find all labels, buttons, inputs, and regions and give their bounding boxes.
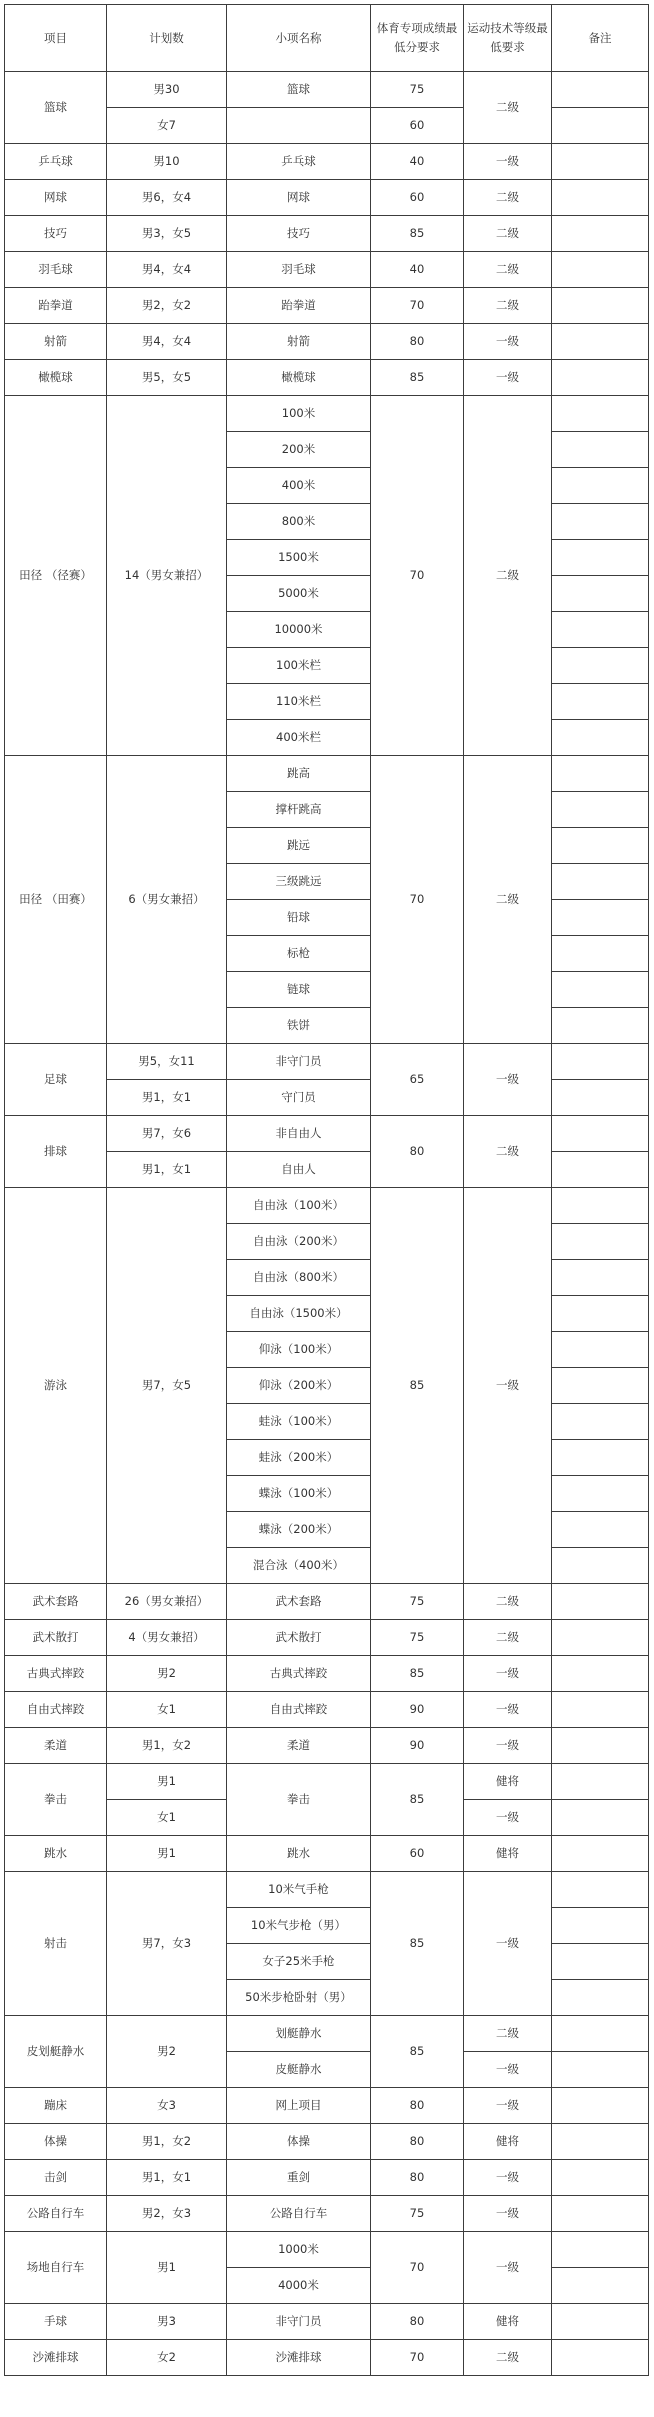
- remarks-cell: [552, 2232, 649, 2268]
- sub-item-cell: 拳击: [227, 1764, 371, 1836]
- remarks-cell: [552, 1080, 649, 1116]
- table-row: [5, 1116, 649, 1152]
- remarks-cell: [552, 756, 649, 792]
- table-row: [5, 1692, 649, 1728]
- project-name-cell: 网球: [5, 180, 107, 216]
- plan-count-cell: 男2: [107, 2016, 227, 2088]
- min-level-cell: 一级: [464, 1188, 552, 1584]
- remarks-cell: [552, 72, 649, 108]
- sub-item-cell: 体操: [227, 2124, 371, 2160]
- table-row: [5, 2340, 649, 2376]
- remarks-cell: [552, 108, 649, 144]
- remarks-cell: [552, 792, 649, 828]
- sub-item-cell: 自由泳（1500米）: [227, 1296, 371, 1332]
- table-container: [4, 4, 649, 2376]
- min-level-cell: 一级: [464, 144, 552, 180]
- remarks-cell: [552, 2160, 649, 2196]
- min-score-cell: 75: [371, 72, 464, 108]
- table-row: [5, 144, 649, 180]
- min-score-cell: 80: [371, 2304, 464, 2340]
- remarks-cell: [552, 2088, 649, 2124]
- plan-count-cell: 6（男女兼招）: [107, 756, 227, 1044]
- remarks-cell: [552, 1548, 649, 1584]
- sub-item-cell: 跳远: [227, 828, 371, 864]
- min-level-cell: 一级: [464, 1656, 552, 1692]
- sub-item-cell: 铁饼: [227, 1008, 371, 1044]
- min-level-cell: 一级: [464, 2232, 552, 2304]
- remarks-cell: [552, 648, 649, 684]
- remarks-cell: [552, 288, 649, 324]
- min-score-cell: 70: [371, 396, 464, 756]
- remarks-cell: [552, 1224, 649, 1260]
- table-row: [5, 216, 649, 252]
- remarks-cell: [552, 1692, 649, 1728]
- min-score-cell: 75: [371, 2196, 464, 2232]
- table-row: [5, 2232, 649, 2268]
- sub-item-cell: 100米栏: [227, 648, 371, 684]
- sub-item-cell: 蛙泳（200米）: [227, 1440, 371, 1476]
- sub-item-cell: 皮艇静水: [227, 2052, 371, 2088]
- min-level-cell: 一级: [464, 1872, 552, 2016]
- min-score-cell: 80: [371, 2088, 464, 2124]
- plan-count-cell: 男1，女2: [107, 2124, 227, 2160]
- sub-item-cell: 自由泳（800米）: [227, 1260, 371, 1296]
- min-level-cell: 二级: [464, 2340, 552, 2376]
- sub-item-cell: [227, 108, 371, 144]
- project-name-cell: 跆拳道: [5, 288, 107, 324]
- sub-item-cell: 5000米: [227, 576, 371, 612]
- sub-item-cell: 网球: [227, 180, 371, 216]
- recruitment-table: [4, 4, 649, 2376]
- sub-item-cell: 古典式摔跤: [227, 1656, 371, 1692]
- plan-count-cell: 男4，女4: [107, 324, 227, 360]
- plan-count-cell: 男2，女2: [107, 288, 227, 324]
- project-name-cell: 羽毛球: [5, 252, 107, 288]
- sub-item-cell: 仰泳（200米）: [227, 1368, 371, 1404]
- remarks-cell: [552, 1044, 649, 1080]
- table-row: [5, 1620, 649, 1656]
- min-level-cell: 一级: [464, 324, 552, 360]
- sub-item-cell: 撑杆跳高: [227, 792, 371, 828]
- remarks-cell: [552, 720, 649, 756]
- sub-item-cell: 100米: [227, 396, 371, 432]
- project-name-cell: 技巧: [5, 216, 107, 252]
- sub-item-cell: 10米气步枪（男）: [227, 1908, 371, 1944]
- remarks-cell: [552, 1116, 649, 1152]
- table-row: [5, 2124, 649, 2160]
- min-score-cell: 70: [371, 756, 464, 1044]
- sub-item-cell: 400米: [227, 468, 371, 504]
- plan-count-cell: 男1，女1: [107, 2160, 227, 2196]
- min-level-cell: 健将: [464, 1764, 552, 1800]
- sub-item-cell: 跳水: [227, 1836, 371, 1872]
- remarks-cell: [552, 1908, 649, 1944]
- header-min-level: 运动技术等级最低要求: [464, 5, 552, 72]
- sub-item-cell: 武术套路: [227, 1584, 371, 1620]
- min-level-cell: 二级: [464, 756, 552, 1044]
- table-row: [5, 396, 649, 432]
- sub-item-cell: 非守门员: [227, 1044, 371, 1080]
- header-plan-count: 计划数: [107, 5, 227, 72]
- project-name-cell: 场地自行车: [5, 2232, 107, 2304]
- remarks-cell: [552, 2124, 649, 2160]
- remarks-cell: [552, 144, 649, 180]
- sub-item-cell: 50米步枪卧射（男）: [227, 1980, 371, 2016]
- min-score-cell: 85: [371, 360, 464, 396]
- remarks-cell: [552, 1512, 649, 1548]
- sub-item-cell: 划艇静水: [227, 2016, 371, 2052]
- project-name-cell: 公路自行车: [5, 2196, 107, 2232]
- remarks-cell: [552, 2052, 649, 2088]
- sub-item-cell: 乒乓球: [227, 144, 371, 180]
- project-name-cell: 沙滩排球: [5, 2340, 107, 2376]
- sub-item-cell: 蛙泳（100米）: [227, 1404, 371, 1440]
- sub-item-cell: 自由人: [227, 1152, 371, 1188]
- min-score-cell: 85: [371, 1656, 464, 1692]
- min-score-cell: 75: [371, 1584, 464, 1620]
- sub-item-cell: 蝶泳（100米）: [227, 1476, 371, 1512]
- min-level-cell: 健将: [464, 1836, 552, 1872]
- remarks-cell: [552, 1944, 649, 1980]
- min-score-cell: 70: [371, 288, 464, 324]
- remarks-cell: [552, 2340, 649, 2376]
- sub-item-cell: 守门员: [227, 1080, 371, 1116]
- plan-count-cell: 男4，女4: [107, 252, 227, 288]
- sub-item-cell: 标枪: [227, 936, 371, 972]
- project-name-cell: 射击: [5, 1872, 107, 2016]
- remarks-cell: [552, 1800, 649, 1836]
- sub-item-cell: 200米: [227, 432, 371, 468]
- remarks-cell: [552, 2016, 649, 2052]
- remarks-cell: [552, 1152, 649, 1188]
- min-level-cell: 二级: [464, 396, 552, 756]
- plan-count-cell: 男5，女5: [107, 360, 227, 396]
- sub-item-cell: 10米气手枪: [227, 1872, 371, 1908]
- min-score-cell: 70: [371, 2232, 464, 2304]
- remarks-cell: [552, 1764, 649, 1800]
- remarks-cell: [552, 1008, 649, 1044]
- min-level-cell: 二级: [464, 216, 552, 252]
- sub-item-cell: 柔道: [227, 1728, 371, 1764]
- remarks-cell: [552, 1476, 649, 1512]
- min-score-cell: 85: [371, 2016, 464, 2088]
- project-name-cell: 柔道: [5, 1728, 107, 1764]
- sub-item-cell: 仰泳（100米）: [227, 1332, 371, 1368]
- remarks-cell: [552, 936, 649, 972]
- plan-count-cell: 4（男女兼招）: [107, 1620, 227, 1656]
- project-name-cell: 橄榄球: [5, 360, 107, 396]
- sub-item-cell: 沙滩排球: [227, 2340, 371, 2376]
- project-name-cell: 皮划艇静水: [5, 2016, 107, 2088]
- table-row: [5, 360, 649, 396]
- min-level-cell: 二级: [464, 1116, 552, 1188]
- plan-count-cell: 14（男女兼招）: [107, 396, 227, 756]
- min-score-cell: 85: [371, 216, 464, 252]
- table-row: [5, 1872, 649, 1908]
- plan-count-cell: 男30: [107, 72, 227, 108]
- remarks-cell: [552, 864, 649, 900]
- remarks-cell: [552, 2196, 649, 2232]
- remarks-cell: [552, 972, 649, 1008]
- sub-item-cell: 技巧: [227, 216, 371, 252]
- plan-count-cell: 男1: [107, 1764, 227, 1800]
- min-level-cell: 一级: [464, 360, 552, 396]
- min-level-cell: 一级: [464, 1800, 552, 1836]
- remarks-cell: [552, 612, 649, 648]
- project-name-cell: 田径 （径赛）: [5, 396, 107, 756]
- plan-count-cell: 男1: [107, 1836, 227, 1872]
- plan-count-cell: 女1: [107, 1692, 227, 1728]
- min-score-cell: 85: [371, 1764, 464, 1836]
- min-level-cell: 一级: [464, 1692, 552, 1728]
- sub-item-cell: 武术散打: [227, 1620, 371, 1656]
- header-sub-item: 小项名称: [227, 5, 371, 72]
- project-name-cell: 自由式摔跤: [5, 1692, 107, 1728]
- remarks-cell: [552, 180, 649, 216]
- table-row: [5, 1764, 649, 1800]
- plan-count-cell: 男1，女1: [107, 1080, 227, 1116]
- table-row: [5, 1044, 649, 1080]
- table-row: [5, 1728, 649, 1764]
- table-row: [5, 2088, 649, 2124]
- table-row: [5, 288, 649, 324]
- table-row: [5, 1584, 649, 1620]
- min-level-cell: 二级: [464, 72, 552, 144]
- plan-count-cell: 男5，女11: [107, 1044, 227, 1080]
- min-score-cell: 60: [371, 108, 464, 144]
- sub-item-cell: 重剑: [227, 2160, 371, 2196]
- project-name-cell: 田径 （田赛）: [5, 756, 107, 1044]
- table-row: [5, 756, 649, 792]
- min-score-cell: 90: [371, 1728, 464, 1764]
- remarks-cell: [552, 432, 649, 468]
- project-name-cell: 拳击: [5, 1764, 107, 1836]
- remarks-cell: [552, 396, 649, 432]
- table-row: [5, 72, 649, 108]
- remarks-cell: [552, 324, 649, 360]
- plan-count-cell: 女7: [107, 108, 227, 144]
- remarks-cell: [552, 1404, 649, 1440]
- sub-item-cell: 橄榄球: [227, 360, 371, 396]
- plan-count-cell: 女2: [107, 2340, 227, 2376]
- sub-item-cell: 羽毛球: [227, 252, 371, 288]
- sub-item-cell: 跆拳道: [227, 288, 371, 324]
- remarks-cell: [552, 540, 649, 576]
- sub-item-cell: 蝶泳（200米）: [227, 1512, 371, 1548]
- table-row: [5, 2160, 649, 2196]
- plan-count-cell: 男7，女6: [107, 1116, 227, 1152]
- table-row: [5, 2304, 649, 2340]
- remarks-cell: [552, 1656, 649, 1692]
- remarks-cell: [552, 2304, 649, 2340]
- sub-item-cell: 链球: [227, 972, 371, 1008]
- min-level-cell: 健将: [464, 2304, 552, 2340]
- remarks-cell: [552, 1332, 649, 1368]
- plan-count-cell: 男3，女5: [107, 216, 227, 252]
- sub-item-cell: 三级跳远: [227, 864, 371, 900]
- sub-item-cell: 1000米: [227, 2232, 371, 2268]
- sub-item-cell: 4000米: [227, 2268, 371, 2304]
- sub-item-cell: 10000米: [227, 612, 371, 648]
- project-name-cell: 手球: [5, 2304, 107, 2340]
- sub-item-cell: 自由式摔跤: [227, 1692, 371, 1728]
- plan-count-cell: 男3: [107, 2304, 227, 2340]
- min-level-cell: 一级: [464, 1728, 552, 1764]
- min-score-cell: 40: [371, 144, 464, 180]
- sub-item-cell: 射箭: [227, 324, 371, 360]
- project-name-cell: 乒乓球: [5, 144, 107, 180]
- table-row: [5, 1656, 649, 1692]
- table-row: [5, 324, 649, 360]
- min-score-cell: 75: [371, 1620, 464, 1656]
- project-name-cell: 击剑: [5, 2160, 107, 2196]
- project-name-cell: 游泳: [5, 1188, 107, 1584]
- sub-item-cell: 800米: [227, 504, 371, 540]
- plan-count-cell: 男1: [107, 2232, 227, 2304]
- header-row: [5, 5, 649, 72]
- sub-item-cell: 非自由人: [227, 1116, 371, 1152]
- plan-count-cell: 女1: [107, 1800, 227, 1836]
- table-row: [5, 180, 649, 216]
- remarks-cell: [552, 1188, 649, 1224]
- plan-count-cell: 男2: [107, 1656, 227, 1692]
- min-level-cell: 一级: [464, 2196, 552, 2232]
- remarks-cell: [552, 1620, 649, 1656]
- remarks-cell: [552, 2268, 649, 2304]
- table-row: [5, 1188, 649, 1224]
- remarks-cell: [552, 1836, 649, 1872]
- plan-count-cell: 男2，女3: [107, 2196, 227, 2232]
- project-name-cell: 排球: [5, 1116, 107, 1188]
- remarks-cell: [552, 1728, 649, 1764]
- plan-count-cell: 男7，女5: [107, 1188, 227, 1584]
- project-name-cell: 跳水: [5, 1836, 107, 1872]
- table-row: [5, 1836, 649, 1872]
- plan-count-cell: 男7，女3: [107, 1872, 227, 2016]
- sub-item-cell: 1500米: [227, 540, 371, 576]
- plan-count-cell: 男10: [107, 144, 227, 180]
- min-score-cell: 85: [371, 1872, 464, 2016]
- min-score-cell: 80: [371, 2160, 464, 2196]
- plan-count-cell: 男1，女1: [107, 1152, 227, 1188]
- remarks-cell: [552, 1440, 649, 1476]
- min-level-cell: 二级: [464, 252, 552, 288]
- project-name-cell: 篮球: [5, 72, 107, 144]
- min-level-cell: 二级: [464, 180, 552, 216]
- sub-item-cell: 400米栏: [227, 720, 371, 756]
- plan-count-cell: 女3: [107, 2088, 227, 2124]
- remarks-cell: [552, 1584, 649, 1620]
- sub-item-cell: 篮球: [227, 72, 371, 108]
- min-score-cell: 80: [371, 1116, 464, 1188]
- min-level-cell: 一级: [464, 1044, 552, 1116]
- sub-item-cell: 110米栏: [227, 684, 371, 720]
- remarks-cell: [552, 1368, 649, 1404]
- header-project: 项目: [5, 5, 107, 72]
- remarks-cell: [552, 1260, 649, 1296]
- table-row: [5, 252, 649, 288]
- plan-count-cell: 男6，女4: [107, 180, 227, 216]
- sub-item-cell: 自由泳（100米）: [227, 1188, 371, 1224]
- remarks-cell: [552, 360, 649, 396]
- min-score-cell: 85: [371, 1188, 464, 1584]
- min-level-cell: 二级: [464, 1620, 552, 1656]
- sub-item-cell: 女子25米手枪: [227, 1944, 371, 1980]
- min-score-cell: 80: [371, 2124, 464, 2160]
- min-score-cell: 90: [371, 1692, 464, 1728]
- project-name-cell: 武术套路: [5, 1584, 107, 1620]
- min-score-cell: 80: [371, 324, 464, 360]
- sub-item-cell: 非守门员: [227, 2304, 371, 2340]
- project-name-cell: 体操: [5, 2124, 107, 2160]
- min-level-cell: 一级: [464, 2052, 552, 2088]
- remarks-cell: [552, 1872, 649, 1908]
- remarks-cell: [552, 576, 649, 612]
- remarks-cell: [552, 900, 649, 936]
- sub-item-cell: 网上项目: [227, 2088, 371, 2124]
- min-score-cell: 40: [371, 252, 464, 288]
- plan-count-cell: 男1，女2: [107, 1728, 227, 1764]
- min-level-cell: 二级: [464, 2016, 552, 2052]
- sub-item-cell: 铅球: [227, 900, 371, 936]
- sub-item-cell: 自由泳（200米）: [227, 1224, 371, 1260]
- plan-count-cell: 26（男女兼招）: [107, 1584, 227, 1620]
- min-score-cell: 60: [371, 1836, 464, 1872]
- min-level-cell: 二级: [464, 288, 552, 324]
- header-remarks: 备注: [552, 5, 649, 72]
- sub-item-cell: 跳高: [227, 756, 371, 792]
- table-row: [5, 2196, 649, 2232]
- min-level-cell: 一级: [464, 2160, 552, 2196]
- project-name-cell: 射箭: [5, 324, 107, 360]
- project-name-cell: 足球: [5, 1044, 107, 1116]
- remarks-cell: [552, 252, 649, 288]
- sub-item-cell: 公路自行车: [227, 2196, 371, 2232]
- remarks-cell: [552, 504, 649, 540]
- sub-item-cell: 混合泳（400米）: [227, 1548, 371, 1584]
- min-score-cell: 70: [371, 2340, 464, 2376]
- remarks-cell: [552, 1296, 649, 1332]
- min-level-cell: 一级: [464, 2088, 552, 2124]
- remarks-cell: [552, 684, 649, 720]
- table-row: [5, 2016, 649, 2052]
- project-name-cell: 武术散打: [5, 1620, 107, 1656]
- min-score-cell: 65: [371, 1044, 464, 1116]
- header-min-score: 体育专项成绩最低分要求: [371, 5, 464, 72]
- min-score-cell: 60: [371, 180, 464, 216]
- min-level-cell: 健将: [464, 2124, 552, 2160]
- remarks-cell: [552, 1980, 649, 2016]
- remarks-cell: [552, 828, 649, 864]
- min-level-cell: 二级: [464, 1584, 552, 1620]
- remarks-cell: [552, 468, 649, 504]
- project-name-cell: 蹦床: [5, 2088, 107, 2124]
- remarks-cell: [552, 216, 649, 252]
- project-name-cell: 古典式摔跤: [5, 1656, 107, 1692]
